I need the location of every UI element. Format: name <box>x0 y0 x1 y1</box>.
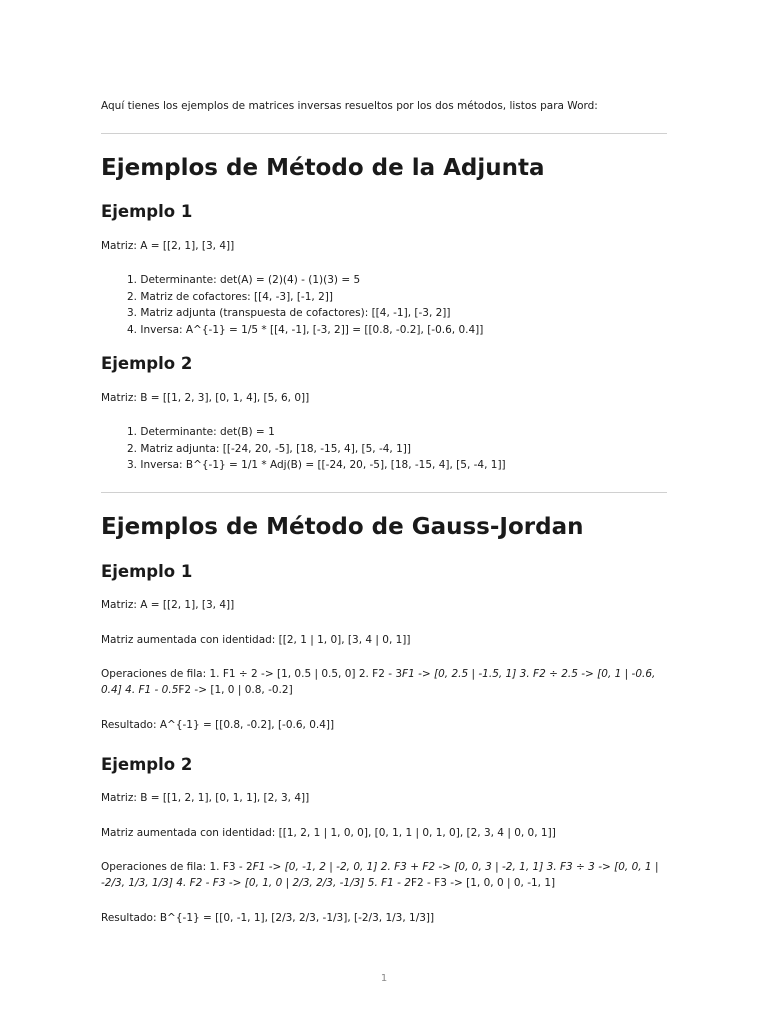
gauss-ejemplo2-resultado: Resultado: B^{-1} = [[0, -1, 1], [2/3, 2/3, -1/3], [-2/3, 1/3, 1/3]] <box>101 912 435 924</box>
page-number: 1 <box>380 973 388 984</box>
operaciones-text: Operaciones de fila: 1. F3 - 2 <box>101 861 253 873</box>
gauss-ejemplo1-operaciones <box>101 666 667 698</box>
adjunta-ejemplo2-steps <box>127 424 506 474</box>
adjunta-ejemplo1-steps <box>127 272 483 338</box>
list-item: 2. Matriz adjunta: [[-24, 20, -5], [18, -15, 4], [5, -4, 1]] <box>127 442 411 455</box>
gauss-ejemplo2-title: Ejemplo 2 <box>101 755 193 774</box>
operaciones-italic-text: F1 -> [0, 2.5 | -1.5, 1] 3. F2 ÷ 2.5 -> [0, 1 | -0.6, 0.4] 4. F1 - 0.5 <box>101 668 656 696</box>
gauss-ejemplo2-operaciones <box>101 859 667 891</box>
section-title-adjunta: Ejemplos de Método de la Adjunta <box>101 155 545 181</box>
list-item: 4. Inversa: A^{-1} = 1/5 * [[4, -1], [-3, 2]] = [[0.8, -0.2], [-0.6, 0.4]] <box>127 323 484 336</box>
divider <box>101 133 667 134</box>
operaciones-text: Operaciones de fila: 1. F1 ÷ 2 -> [1, 0.5 | 0.5, 0] 2. F2 - 3 <box>101 668 403 680</box>
gauss-ejemplo1-resultado: Resultado: A^{-1} = [[0.8, -0.2], [-0.6, 0.4]] <box>101 719 335 731</box>
gauss-ejemplo2-matriz: Matriz: B = [[1, 2, 1], [0, 1, 1], [2, 3, 4]] <box>101 792 310 804</box>
gauss-ejemplo1-matriz: Matriz: A = [[2, 1], [3, 4]] <box>101 599 235 611</box>
adjunta-ejemplo2-matriz: Matriz: B = [[1, 2, 3], [0, 1, 4], [5, 6, 0]] <box>101 392 310 404</box>
list-item: 3. Inversa: B^{-1} = 1/1 * Adj(B) = [[-24, 20, -5], [18, -15, 4], [5, -4, 1]] <box>127 459 506 471</box>
adjunta-ejemplo1-title: Ejemplo 1 <box>101 202 193 221</box>
divider <box>101 492 667 493</box>
section-title-gauss: Ejemplos de Método de Gauss-Jordan <box>101 514 584 540</box>
intro-text: Aquí tienes los ejemplos de matrices inversas resueltos por los dos métodos, listos para Word: <box>101 100 598 112</box>
list-item: 1. Determinante: det(B) = 1 <box>127 426 275 438</box>
adjunta-ejemplo2-title: Ejemplo 2 <box>101 354 193 373</box>
list-item: 2. Matriz de cofactores: [[4, -3], [-1, 2]] <box>127 290 333 303</box>
operaciones-italic-text: F1 -> [0, -1, 2 | -2, 0, 1] 2. F3 + F2 -> [0, 0, 3 | -2, 1, 1] 3. F3 ÷ 3 -> [0, 0, 1 | -2/3, 1/3, 1/3] 4. F2 - F3 -> [0, 1, 0 | 2/3, 2/3, -1/3] 5. F1 - 2 <box>101 861 659 889</box>
list-item: 3. Matriz adjunta (transpuesta de cofactores): [[4, -1], [-3, 2]] <box>127 307 451 319</box>
operaciones-text: F2 -> [1, 0 | 0.8, -0.2] <box>178 684 293 696</box>
adjunta-ejemplo1-matriz: Matriz: A = [[2, 1], [3, 4]] <box>101 240 235 252</box>
list-item: 1. Determinante: det(A) = (2)(4) - (1)(3) = 5 <box>127 274 361 286</box>
gauss-ejemplo1-aumentada: Matriz aumentada con identidad: [[2, 1 | 1, 0], [3, 4 | 0, 1]] <box>101 634 411 646</box>
gauss-ejemplo2-aumentada: Matriz aumentada con identidad: [[1, 2, 1 | 1, 0, 0], [0, 1, 1 | 0, 1, 0], [2, 3, 4 | 0, 0, 1]] <box>101 827 556 839</box>
operaciones-text: F2 - F3 -> [1, 0, 0 | 0, -1, 1] <box>410 877 556 889</box>
gauss-ejemplo1-title: Ejemplo 1 <box>101 562 193 581</box>
